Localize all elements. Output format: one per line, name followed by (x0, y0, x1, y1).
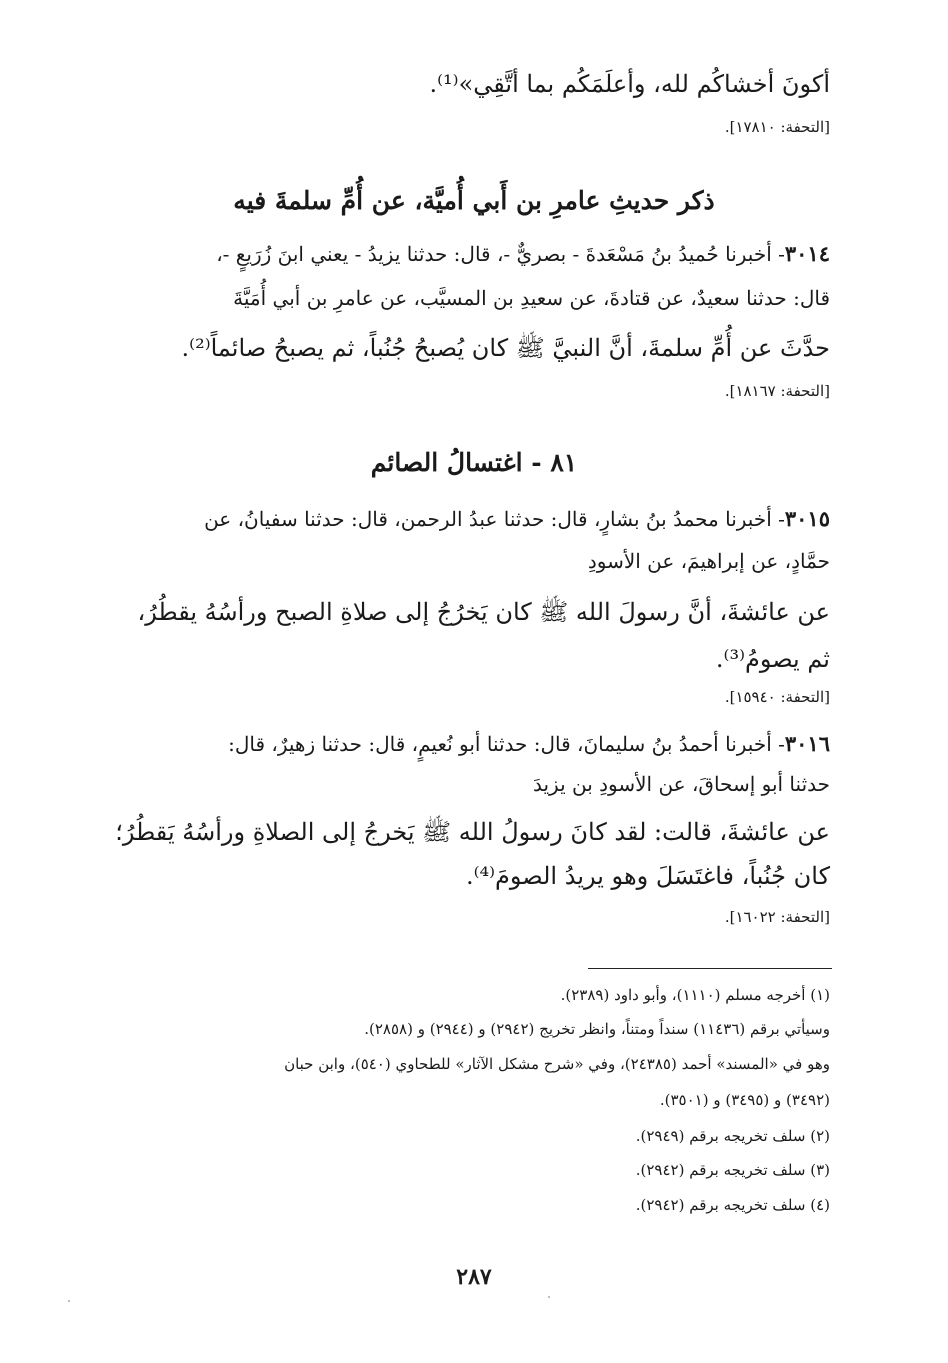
isnad-text: - أخبرنا محمدُ بنُ بشارٍ، قال: حدثنا عبدُ الرحمن، قال: حدثنا سفيانُ، عن (204, 507, 785, 531)
footnote-line: (٤) سلف تخريجه برقم (٢٩٤٢). (635, 1196, 830, 1214)
footnote-line: وسيأتي برقم (١١٤٣٦) سنداً ومتناً، وانظر تخريج (٢٩٤٢) و (٢٩٤٤) و (٢٨٥٨). (364, 1020, 830, 1038)
hadith-text-line: عن عائشةَ، قالت: لقد كانَ رسولُ الله ﷺ يَخرجُ إلى الصلاةِ ورأسُهُ يَقطُرُ؛ (115, 818, 830, 846)
tuhfa-reference: [التحفة: ١٧٨١٠]. (724, 118, 830, 136)
hadith-isnad-line (228, 731, 830, 756)
section-heading: ٨١ - اغتسالُ الصائم (370, 448, 578, 477)
footnote-line: (١) أخرجه مسلم (١١١٠)، وأبو داود (٢٣٨٩). (560, 986, 830, 1004)
hadith-number: ٣٠١٥ (784, 506, 830, 531)
footnote-line: (٣) سلف تخريجه برقم (٢٩٤٢). (635, 1161, 830, 1179)
hadith-isnad-line (216, 241, 830, 266)
footnote-separator (588, 968, 832, 969)
hadith-number: ٣٠١٦ (784, 731, 830, 756)
hadith-text-line: أكونَ أخشاكُم لله، وأعلَمَكُم بما أتَّقِي»⁽¹⁾. (429, 70, 830, 98)
page-number: ٢٨٧ (456, 1264, 492, 1290)
chapter-heading: ذكر حديثِ عامرِ بن أَبي أُميَّة، عن أُمِّ سلمةَ فيه (233, 186, 715, 215)
isnad-text: - أخبرنا أحمدُ بنُ سليمانَ، قال: حدثنا أبو نُعيمٍ، قال: حدثنا زهيرٌ، قال: (228, 732, 785, 756)
hadith-isnad-line: قال: حدثنا سعيدٌ، عن قتادةَ، عن سعيدِ بن المسيَّب، عن عامرِ بن أبي أُمَيَّةَ (233, 286, 830, 310)
tuhfa-reference: [التحفة: ١٨١٦٧]. (724, 382, 830, 400)
tuhfa-reference: [التحفة: ١٥٩٤٠]. (724, 688, 830, 706)
hadith-isnad-line: حمَّادٍ، عن إبراهيمَ، عن الأسودِ (587, 549, 830, 573)
scan-speck (548, 1296, 550, 1298)
scan-speck (68, 1300, 70, 1302)
tuhfa-reference: [التحفة: ١٦٠٢٢]. (724, 908, 830, 926)
hadith-text-line: كان جُنُباً، فاغتَسَلَ وهو يريدُ الصومَ⁽⁴⁾. (466, 862, 830, 890)
hadith-text-line: حدَّثَ عن أُمِّ سلمةَ، أنَّ النبيَّ ﷺ كان يُصبحُ جُنُباً، ثم يصبحُ صائماً⁽²⁾. (181, 334, 830, 362)
footnote-line: (٣٤٩٢) و (٣٤٩٥) و (٣٥٠١). (659, 1091, 830, 1109)
footnote-line: (٢) سلف تخريجه برقم (٢٩٤٩). (635, 1127, 830, 1145)
hadith-number: ٣٠١٤ (784, 241, 830, 266)
hadith-text-line: ثم يصومُ⁽³⁾. (715, 645, 830, 673)
hadith-isnad-line (204, 506, 830, 531)
hadith-isnad-line: حدثنا أبو إسحاقَ، عن الأسودِ بن يزيدَ (532, 772, 830, 796)
isnad-text: - أخبرنا حُميدُ بنُ مَسْعَدةَ - بصريٌّ -، قال: حدثنا يزيدُ - يعني ابنَ زُرَيعٍ -، (216, 242, 785, 266)
hadith-text-line: عن عائشةَ، أنَّ رسولَ الله ﷺ كان يَخرُجُ إلى صلاةِ الصبح ورأسُهُ يقطُرُ، (137, 598, 830, 626)
footnote-line: وهو في «المسند» أحمد (٢٤٣٨٥)، وفي «شرح مشكل الآثار» للطحاوي (٥٤٠)، وابن حبان (284, 1055, 830, 1073)
